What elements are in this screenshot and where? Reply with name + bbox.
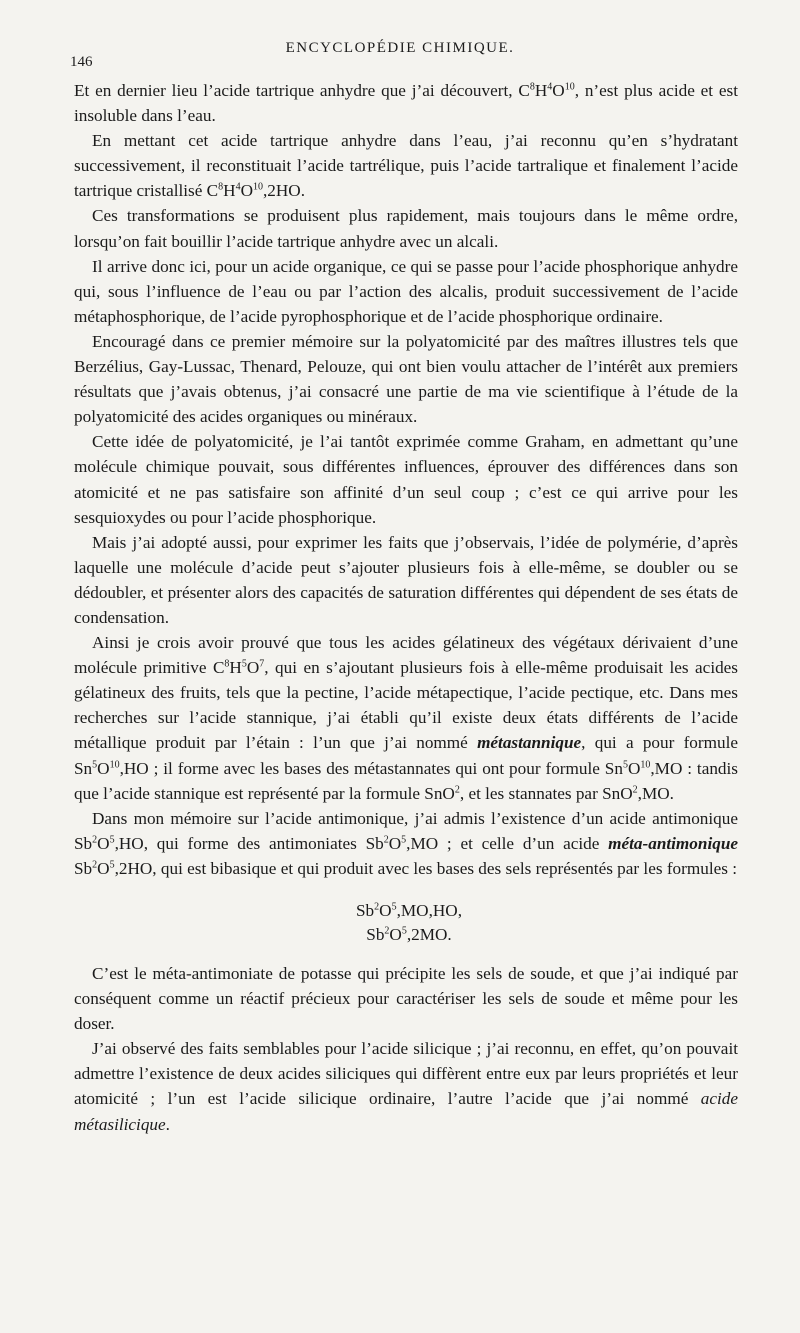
paragraph: Ces transformations se produisent plus rapidement, mais toujours dans le même ordre, lorsqu’on fait bouillir l’acide tartrique anhydre avec un alcali. <box>74 206 738 251</box>
paragraph: J’ai observé des faits semblables pour l’acide silicique ; j’ai reconnu, en effet, qu’on pouvait admettre l’existence de deux acides siliciques qui diffèrent entre eux par leurs propriétés et leur atomicité ; l’un est l’acide silicique ordinaire, l’autre l’acide que j’ai nommé acide métasilicique. <box>74 1039 738 1134</box>
paragraph: Il arrive donc ici, pour un acide organique, ce qui se passe pour l’acide phosphorique anhydre qui, sous l’influence de l’eau ou par l’action des alcalis, produit successivement de l’acide métaphosphorique, de l’acide pyrophosphorique et de l’acide phosphorique ordinaire. <box>74 256 738 326</box>
formula: $Sb^2O^5,MO,HO$, <box>356 901 462 920</box>
paragraph: Et en dernier lieu l’acide tartrique anhydre que j’ai découvert, $C^8H^4O^{10}$, n’est plus acide et est insoluble dans l’eau. <box>74 81 738 126</box>
formula: $Sb^2O^5,2MO$. <box>366 925 452 944</box>
paragraph: Encouragé dans ce premier mémoire sur la polyatomicité par des maîtres illustres tels que Berzélius, Gay-Lussac, Thenard, Pelouze, qui ont bien voulu attacher de l’intérêt aux premiers résultats que j’avais obtenus, j’ai consacré une partie de ma vie scientifique à l’étude de la polyatomicité des acides organiques ou minéraux. <box>74 331 738 427</box>
running-header: ENCYCLOPÉDIE CHIMIQUE. <box>285 40 515 56</box>
paragraph: Mais j’ai adopté aussi, pour exprimer les faits que j’observais, l’idée de polymérie, d’après laquelle une molécule d’acide peut s’ajouter plusieurs fois à elle-même, se doubler ou se dédoubler, et présenter alors des capacités de saturation différentes qui dépendent de ses états de condensation. <box>74 532 738 627</box>
page-number: 146 <box>70 54 93 70</box>
paragraph: C’est le méta-antimoniate de potasse qui précipite les sels de soude, et que j’ai indiqué par conséquent comme un réactif précieux pour caractériser les sels de soude et même pour les doser. <box>74 964 738 1034</box>
paragraph: Dans mon mémoire sur l’acide antimonique, j’ai admis l’existence d’un acide antimonique $Sb^2O^5,HO$, qui forme des antimoniates $Sb^2O^5,MO$ ; et celle d’un acide méta-antimonique $Sb^2O^5,2HO$, qui est bibasique et qui produit avec les bases des sels représentés par les formules : <box>74 808 739 878</box>
paragraph: En mettant cet acide tartrique anhydre dans l’eau, j’ai reconnu qu’en s’hydratant successivement, il reconstituait l’acide tartrélique, puis l’acide tartralique et finalement l’acide tartrique cristallisé $C^8H^4O^{10},2HO$. <box>74 131 738 201</box>
formula-block <box>74 899 738 947</box>
paragraph: Ainsi je crois avoir prouvé que tous les acides gélatineux des végétaux dérivaient d’une molécule primitive $C^8H^5O^7$, qui en s’ajoutant plusieurs fois à elle-même produisait les acides gélatineux des fruits, tels que la pectine, l’acide métapectique, l’acide pectique, etc. Dans mes recherches sur l’acide stannique, j’ai établi qu’il existe deux états différents de l’acide métallique produit par l’étain : l’un que j’ai nommé métastannique, qui a pour formule $Sn^5O^{10},HO$ ; il forme avec les bases des métastannates qui ont pour formule $Sn^5O^{10},MO$ : tandis que l’acide stannique est représenté par la formule SnO$^2$, et les stannates par SnO$^2$,MO. <box>74 633 739 803</box>
body-text <box>74 78 738 1137</box>
paragraph: Cette idée de polyatomicité, je l’ai tantôt exprimée comme Graham, en admettant qu’une molécule chimique pouvait, sous différentes influences, éprouver des différences dans son atomicité et ne pas satisfaire son affinité d’un seul coup ; c’est ce qui arrive pour les sesquioxydes ou pour l’acide phosphorique. <box>74 432 738 527</box>
